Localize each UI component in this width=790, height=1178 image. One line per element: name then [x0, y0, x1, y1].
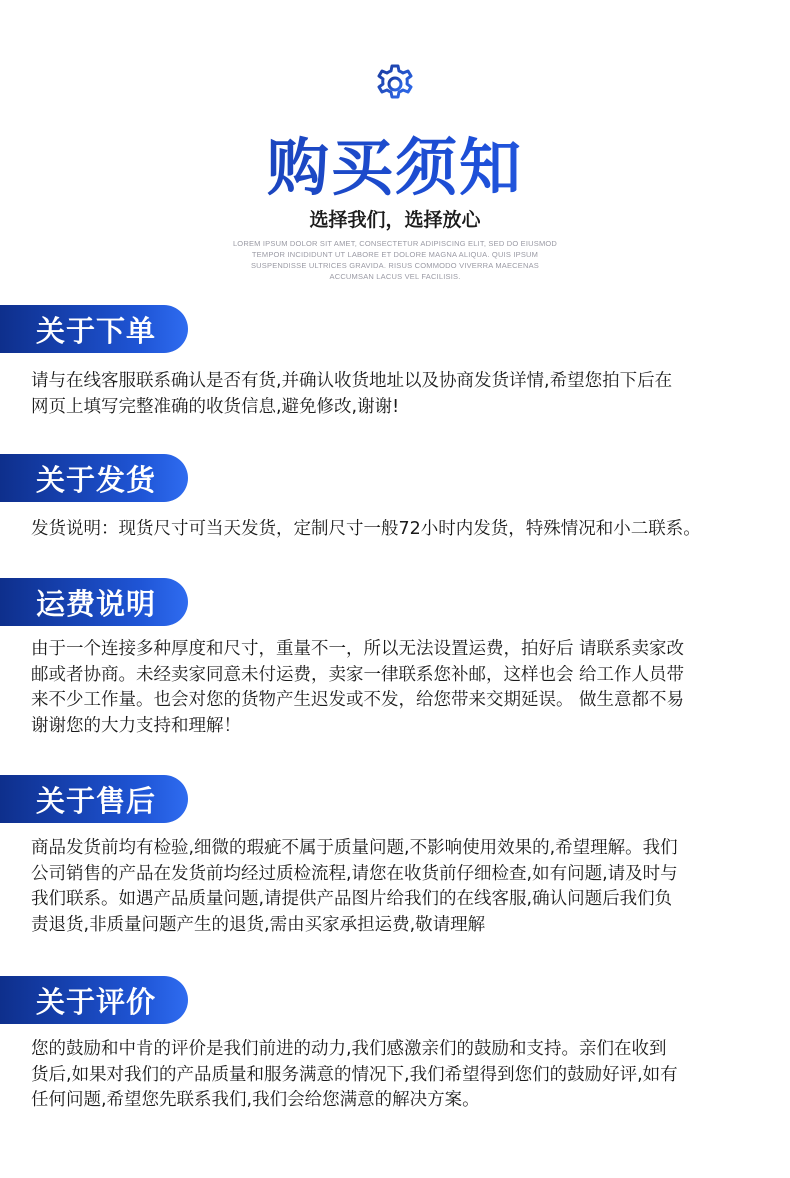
- lorem-text: [220, 238, 570, 282]
- text-line: 由于一个连接多种厚度和尺寸，重量不一，所以无法设置运费，拍好后 请联系卖家改: [31, 639, 685, 659]
- text-line: 网页上填写完整准确的收货信息,避免修改,谢谢!: [31, 396, 400, 417]
- lorem-line: ACCUMSAN LACUS VEL FACILISIS.: [329, 272, 461, 281]
- section-body-aftersale: [31, 836, 771, 938]
- section-body-order: [31, 369, 771, 420]
- page-subtitle: 选择我们，选择放心: [309, 209, 481, 231]
- section-title-shipping: 关于发货: [0, 454, 188, 502]
- text-line: 谢谢您的大力支持和理解！: [31, 715, 241, 736]
- text-line: 来不少工作量。也会对您的货物产生迟发或不发，给您带来交期延误。 做生意都不易: [31, 690, 685, 710]
- text-line: 公司销售的产品在发货前均经过质检流程,请您在收货前仔细检查,如有问题,请及时与: [31, 863, 678, 884]
- gear-icon: [373, 62, 417, 106]
- text-line: 您的鼓励和中肯的评价是我们前进的动力,我们感激亲们的鼓励和支持。亲们在收到: [31, 1039, 667, 1059]
- text-line: 任何问题,希望您先联系我们,我们会给您满意的解决方案。: [31, 1090, 480, 1110]
- section-body-freight: [31, 637, 771, 739]
- text-line: 我们联系。如遇产品质量问题,请提供产品图片给我们的在线客服,确认问题后我们负: [31, 889, 673, 909]
- section-body-review: [31, 1037, 771, 1114]
- text-line: 货后,如果对我们的产品质量和服务满意的情况下,我们希望得到您们的鼓励好评,如有: [31, 1064, 678, 1085]
- section-body-shipping: [31, 517, 771, 543]
- lorem-line: TEMPOR INCIDIDUNT UT LABORE ET DOLORE MAGNA ALIQUA. QUIS IPSUM: [251, 250, 539, 259]
- section-title-review: 关于评价: [0, 976, 188, 1024]
- section-title-order: 关于下单: [0, 305, 188, 353]
- lorem-line: LOREM IPSUM DOLOR SIT AMET, CONSECTETUR ADIPISCING ELIT, SED DO EIUSMOD: [232, 239, 558, 248]
- lorem-line: SUSPENDISSE ULTRICES GRAVIDA. RISUS COMMODO VIVERRA MAECENAS: [250, 261, 540, 270]
- text-line: 请与在线客服联系确认是否有货,并确认收货地址以及协商发货详情,希望您拍下后在: [31, 371, 673, 391]
- text-line: 商品发货前均有检验,细微的瑕疵不属于质量问题,不影响使用效果的,希望理解。我们: [31, 838, 678, 858]
- section-title-aftersale: 关于售后: [0, 775, 188, 823]
- section-title-freight: 运费说明: [0, 578, 188, 626]
- text-line: 责退货,非质量问题产生的退货,需由买家承担运费,敬请理解: [31, 914, 486, 935]
- text-line: 发货说明：现货尺寸可当天发货，定制尺寸一般72小时内发货，特殊情况和小二联系。: [31, 519, 701, 539]
- text-line: 邮或者协商。未经卖家同意未付运费，卖家一律联系您补邮，这样也会 给工作人员带: [31, 664, 685, 685]
- page-title: 购买须知: [0, 118, 790, 207]
